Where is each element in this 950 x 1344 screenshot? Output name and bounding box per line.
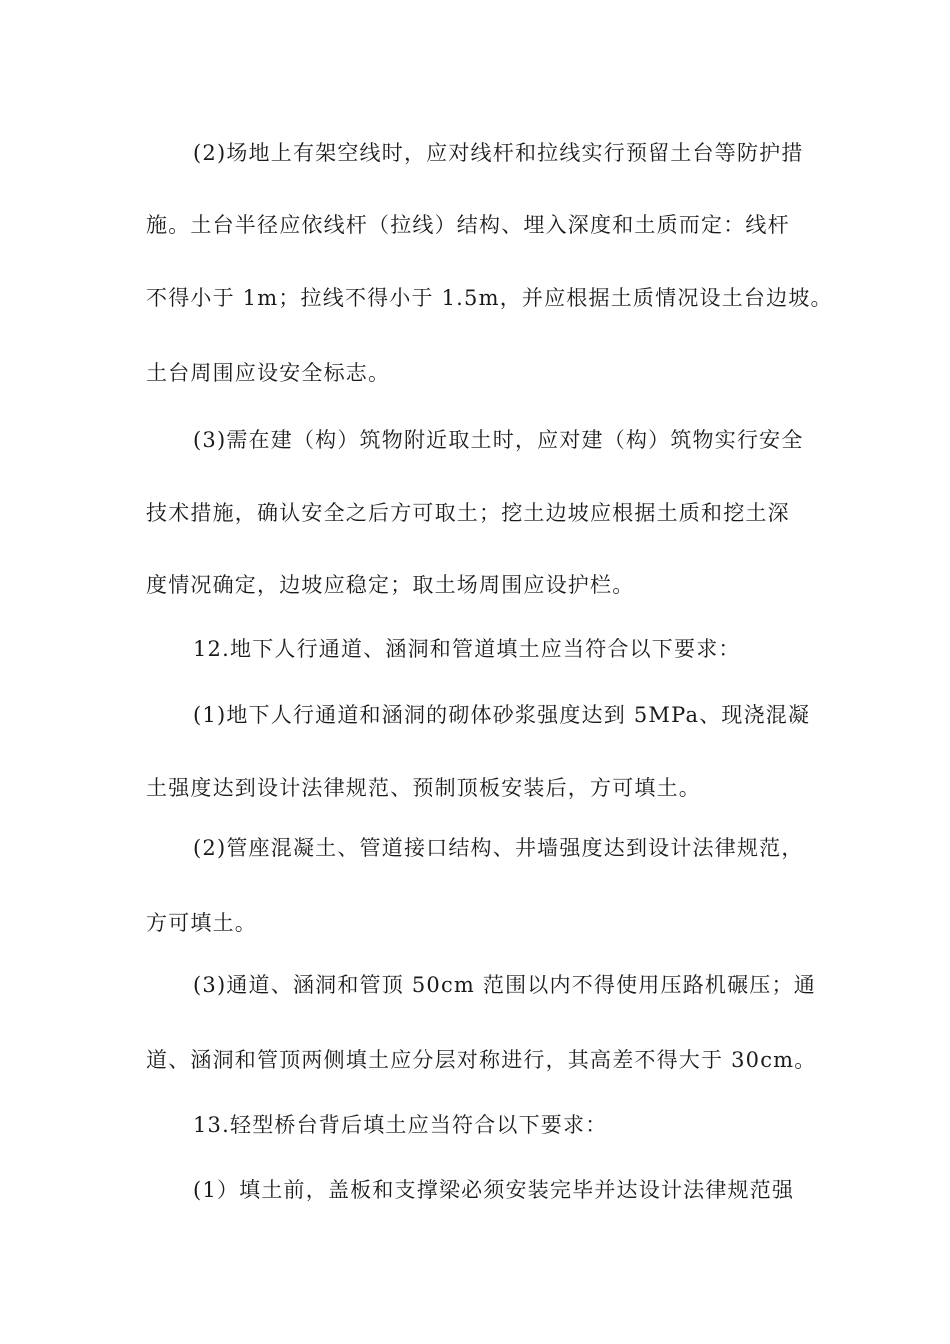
paragraph-line: 方可填土。	[146, 911, 257, 935]
section-heading: 13.轻型桥台背后填土应当符合以下要求：	[193, 1113, 608, 1137]
paragraph-line: 不得小于 1m；拉线不得小于 1.5m，并应根据土质情况设土台边坡。	[146, 286, 833, 310]
section-heading: 12.地下人行通道、涵洞和管道填土应当符合以下要求：	[193, 637, 741, 661]
paragraph-line: (2)管座混凝土、管道接口结构、井墙强度达到设计法律规范，	[193, 836, 804, 860]
paragraph-line: (2)场地上有架空线时，应对线杆和拉线实行预留土台等防护措	[193, 141, 804, 165]
paragraph-line: (3)通道、涵洞和管顶 50cm 范围以内不得使用压路机碾压；通	[193, 973, 816, 997]
paragraph-line: (1）填土前，盖板和支撑梁必须安装完毕并达设计法律规范强	[193, 1178, 795, 1202]
paragraph-line: 土强度达到设计法律规范、预制顶板安装后，方可填土。	[146, 776, 701, 800]
paragraph-line: 道、涵洞和管顶两侧填土应分层对称进行，其高差不得大于 30cm。	[146, 1048, 817, 1072]
paragraph-line: 度情况确定，边坡应稳定；取土场周围应设护栏。	[146, 573, 635, 597]
paragraph-line: (1)地下人行通道和涵洞的砌体砂浆强度达到 5MPa、现浇混凝	[193, 703, 811, 727]
paragraph-line: 土台周围应设安全标志。	[146, 361, 391, 385]
paragraph-line: (3)需在建（构）筑物附近取土时，应对建（构）筑物实行安全	[193, 428, 804, 452]
paragraph-line: 技术措施，确认安全之后方可取土；挖土边坡应根据土质和挖土深	[146, 501, 790, 525]
paragraph-line: 施。土台半径应依线杆（拉线）结构、埋入深度和土质而定：线杆	[146, 213, 790, 237]
